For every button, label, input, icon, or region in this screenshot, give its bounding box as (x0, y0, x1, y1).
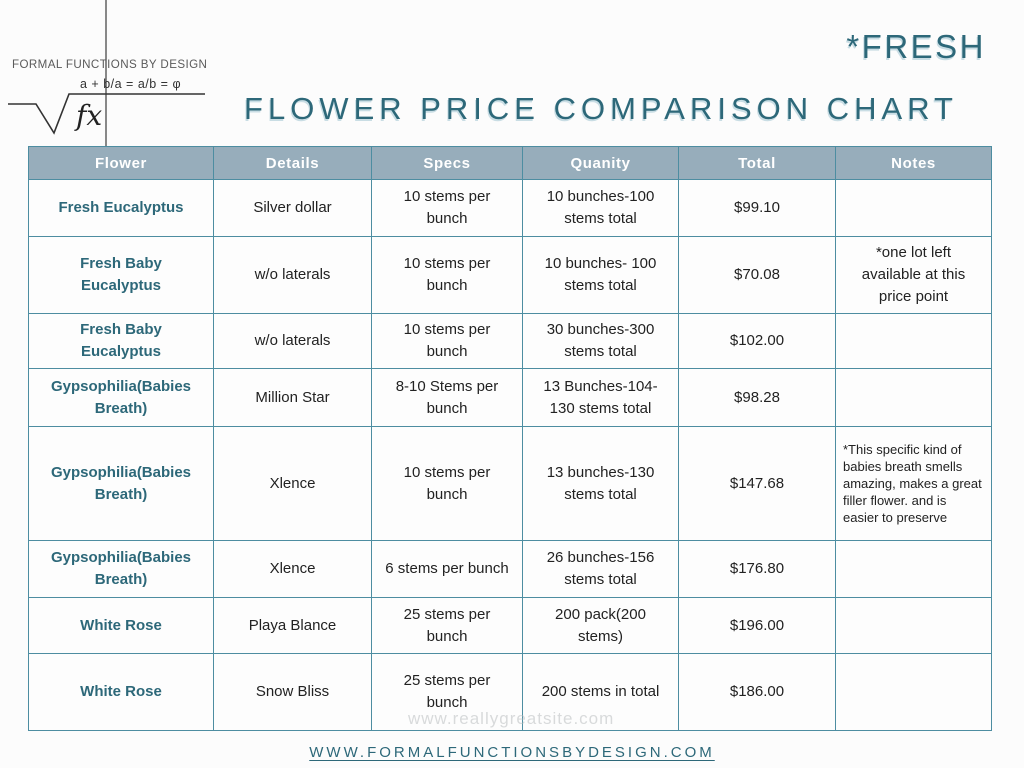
cell-total: $102.00 (679, 314, 836, 369)
cell-notes (836, 598, 992, 654)
page-title: FLOWER PRICE COMPARISON CHART (244, 91, 958, 126)
footer-link[interactable]: WWW.FORMALFUNCTIONSBYDESIGN.COM (309, 744, 715, 761)
table-row (29, 314, 992, 369)
table-row (29, 427, 992, 541)
cell-total: $99.10 (679, 180, 836, 237)
column-header-notes: Notes (836, 147, 992, 180)
cell-specs: 25 stems per bunch (372, 654, 523, 731)
cell-notes: *This specific kind of babies breath smells amazing, makes a great filler flower. and is easier to preserve (836, 427, 992, 541)
cell-flower: Gypsophilia(Babies Breath) (29, 427, 214, 541)
cell-notes (836, 541, 992, 598)
cell-notes (836, 180, 992, 237)
cell-quantity: 200 stems in total (523, 654, 679, 731)
price-table (28, 146, 992, 731)
table-row (29, 237, 992, 314)
cell-details: Snow Bliss (214, 654, 372, 731)
logo-fx: fx (76, 99, 103, 132)
cell-flower: Fresh Baby Eucalyptus (29, 237, 214, 314)
table-row (29, 541, 992, 598)
cell-quantity: 200 pack(200 stems) (523, 598, 679, 654)
cell-quantity: 13 Bunches-104-130 stems total (523, 369, 679, 427)
cell-specs: 10 stems per bunch (372, 314, 523, 369)
cell-flower: Gypsophilia(Babies Breath) (29, 541, 214, 598)
column-header-total: Total (679, 147, 836, 180)
cell-total: $147.68 (679, 427, 836, 541)
cell-notes (836, 314, 992, 369)
cell-total: $70.08 (679, 237, 836, 314)
logo-formula: a + b/a = a/b = φ (80, 77, 182, 91)
cell-specs: 6 stems per bunch (372, 541, 523, 598)
cell-details: Xlence (214, 541, 372, 598)
cell-total: $176.80 (679, 541, 836, 598)
brand-name: FORMAL FUNCTIONS BY DESIGN (12, 58, 208, 71)
cell-specs: 25 stems per bunch (372, 598, 523, 654)
cell-flower: White Rose (29, 598, 214, 654)
table-row (29, 598, 992, 654)
cell-flower: White Rose (29, 654, 214, 731)
cell-total: $196.00 (679, 598, 836, 654)
cell-details: Silver dollar (214, 180, 372, 237)
cell-details: w/o laterals (214, 314, 372, 369)
cell-flower: Fresh Baby Eucalyptus (29, 314, 214, 369)
brand-logo (0, 0, 220, 150)
cell-details: Xlence (214, 427, 372, 541)
cell-flower: Fresh Eucalyptus (29, 180, 214, 237)
cell-specs: 10 stems per bunch (372, 427, 523, 541)
cell-details: Playa Blance (214, 598, 372, 654)
column-header-specs: Specs (372, 147, 523, 180)
cell-quantity: 30 bunches-300 stems total (523, 314, 679, 369)
cell-flower: Gypsophilia(Babies Breath) (29, 369, 214, 427)
watermark: www.reallygreatsite.com (408, 709, 615, 728)
cell-total: $186.00 (679, 654, 836, 731)
cell-notes (836, 654, 992, 731)
cell-notes: *one lot left available at this price point (836, 237, 992, 314)
column-header-flower: Flower (29, 147, 214, 180)
cell-notes (836, 369, 992, 427)
column-header-details: Details (214, 147, 372, 180)
cell-details: Million Star (214, 369, 372, 427)
fresh-label: *FRESH (846, 28, 986, 65)
table-row (29, 369, 992, 427)
table-header-row (29, 147, 992, 180)
cell-quantity: 10 bunches-100 stems total (523, 180, 679, 237)
cell-specs: 10 stems per bunch (372, 180, 523, 237)
cell-quantity: 13 bunches-130 stems total (523, 427, 679, 541)
table-row (29, 180, 992, 237)
cell-quantity: 26 bunches-156 stems total (523, 541, 679, 598)
column-header-quantity: Quanity (523, 147, 679, 180)
cell-quantity: 10 bunches- 100 stems total (523, 237, 679, 314)
cell-total: $98.28 (679, 369, 836, 427)
cell-specs: 10 stems per bunch (372, 237, 523, 314)
cell-details: w/o laterals (214, 237, 372, 314)
cell-specs: 8-10 Stems per bunch (372, 369, 523, 427)
